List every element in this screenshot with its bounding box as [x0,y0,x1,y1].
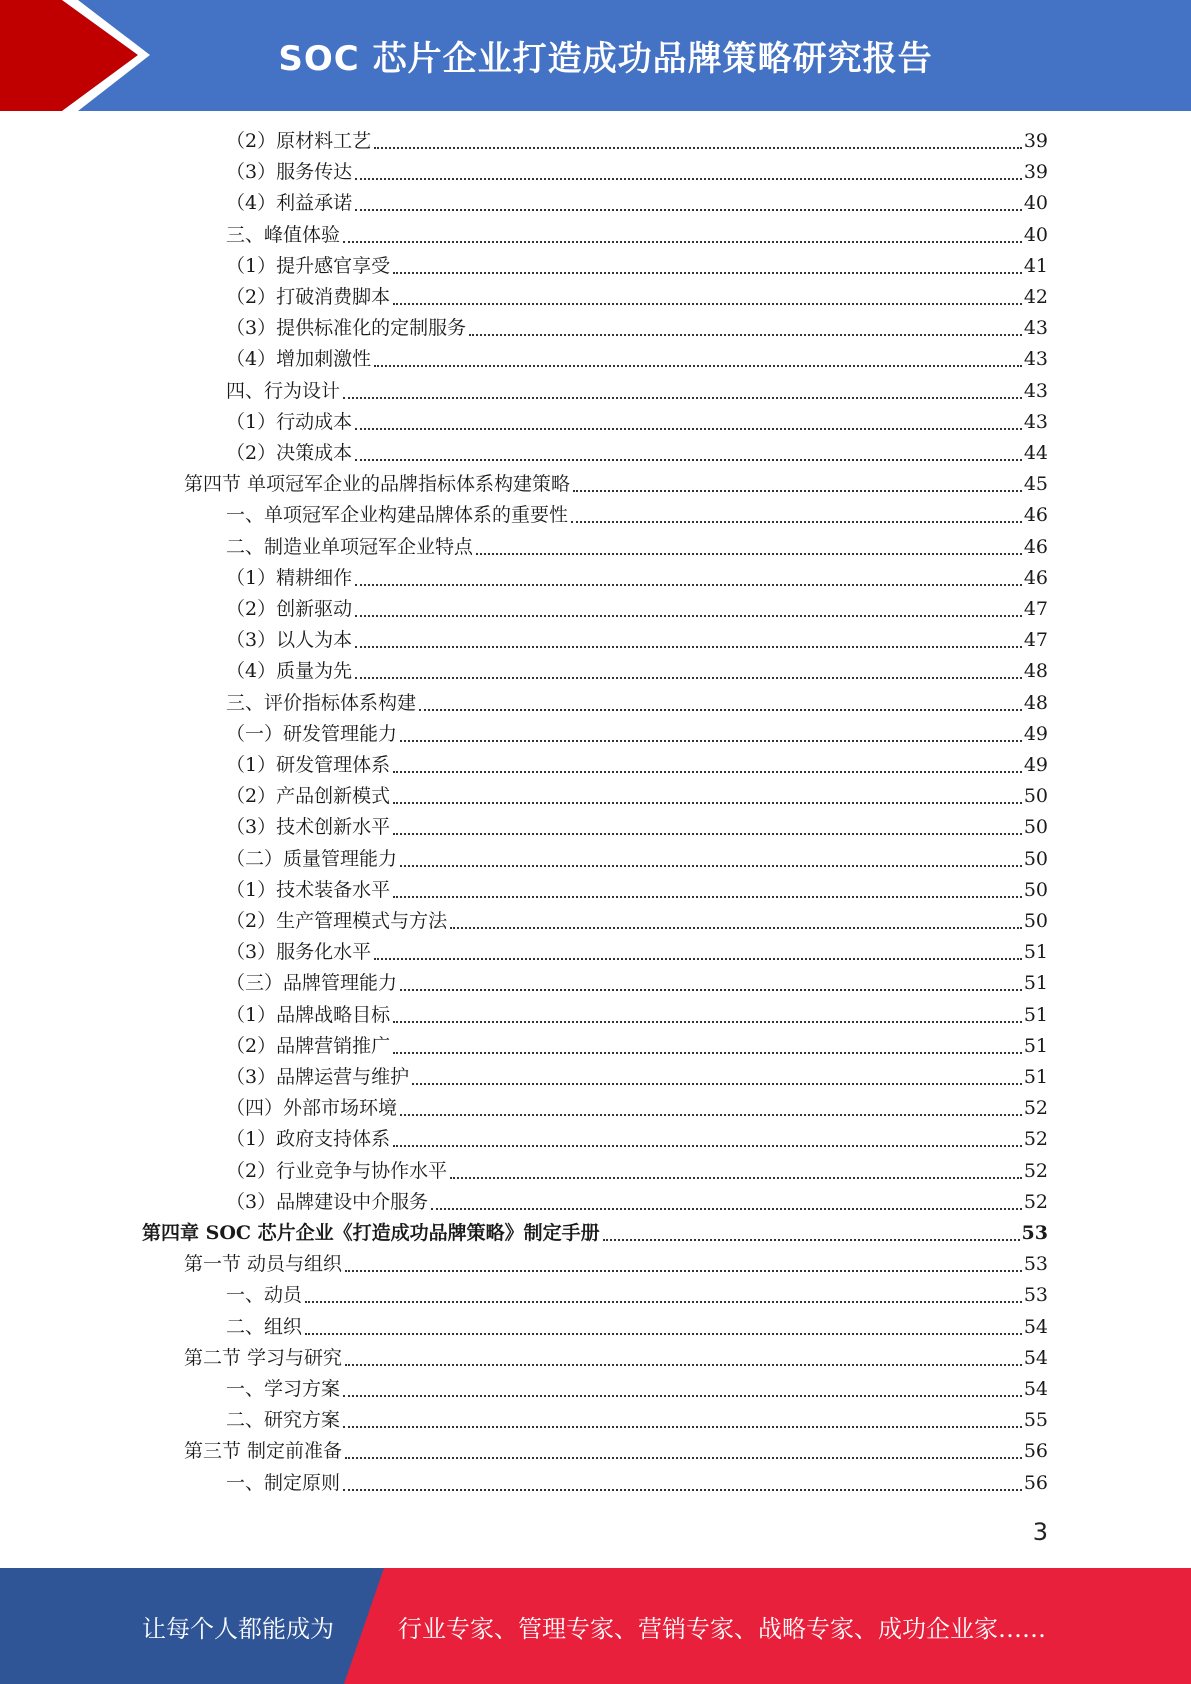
toc-entry-page: 52 [1023,1097,1048,1120]
toc-entry-page: 43 [1023,379,1048,402]
toc-entry[interactable] [226,782,1048,810]
toc-entry[interactable] [226,969,1048,997]
toc-entry[interactable] [184,1344,1048,1372]
toc-entry-label: （三）品牌管理能力 [226,972,398,995]
toc-dot-leader [400,740,1022,742]
toc-entry-page: 52 [1023,1190,1048,1213]
toc-dot-leader [400,989,1022,991]
toc-entry-page: 40 [1023,223,1048,246]
toc-dot-leader [476,553,1022,555]
toc-dot-leader [393,1052,1022,1054]
toc-entry[interactable] [226,1469,1048,1497]
document-title: SOC 芯片企业打造成功品牌策略研究报告 [278,39,933,79]
toc-entry-page: 43 [1023,410,1048,433]
toc-dot-leader [343,1395,1022,1397]
toc-entry[interactable] [226,689,1048,717]
toc-entry-page: 50 [1023,847,1048,870]
toc-dot-leader [345,1364,1022,1366]
toc-dot-leader [355,615,1022,617]
toc-entry-label: 一、动员 [226,1284,303,1307]
footer-slogan-right: 行业专家、管理专家、营销专家、战略专家、成功企业家…… [398,1614,1046,1643]
toc-entry[interactable] [226,845,1048,873]
toc-dot-leader [573,490,1022,492]
toc-entry-label: （3）提供标准化的定制服务 [226,317,467,340]
toc-entry-label: （2）打破消费脚本 [226,286,391,308]
toc-entry-page: 41 [1023,254,1048,277]
toc-entry-page: 48 [1023,660,1048,683]
toc-dot-leader [571,521,1022,523]
toc-entry-page: 46 [1023,504,1048,527]
toc-entry[interactable] [226,1032,1048,1060]
toc-dot-leader [305,1333,1022,1335]
toc-dot-leader [374,147,1022,149]
toc-entry-page: 39 [1023,161,1048,184]
toc-entry[interactable] [226,221,1048,249]
toc-dot-leader [419,709,1022,711]
toc-entry-page: 53 [1023,1253,1048,1276]
toc-dot-leader [345,1457,1022,1459]
toc-entry-label: （二）质量管理能力 [226,847,398,870]
toc-entry[interactable] [226,1063,1048,1091]
toc-dot-leader [374,365,1022,367]
toc-dot-leader [345,1270,1022,1272]
toc-dot-leader [393,771,1022,773]
toc-entry-page: 54 [1023,1346,1048,1369]
toc-dot-leader [343,1489,1022,1491]
toc-entry-page: 46 [1023,535,1048,558]
toc-entry-label: 一、学习方案 [226,1378,341,1400]
toc-entry-page: 50 [1023,785,1048,808]
toc-entry-page: 43 [1023,317,1048,340]
toc-dot-leader [393,833,1022,835]
toc-entry-label: 二、研究方案 [226,1409,341,1432]
toc-dot-leader [343,1426,1022,1428]
toc-entry[interactable] [226,283,1048,311]
toc-dot-leader [400,1114,1022,1116]
toc-dot-leader [343,241,1022,243]
toc-entry[interactable] [226,1094,1048,1122]
toc-entry[interactable] [226,127,1048,155]
toc-entry-label: 第二节 学习与研究 [184,1346,343,1369]
toc-entry[interactable] [226,439,1048,467]
toc-entry-label: 第四章 SOC 芯片企业《打造成功品牌策略》制定手册 [142,1222,600,1244]
toc-entry[interactable] [226,564,1048,592]
toc-entry-label: 一、制定原则 [226,1471,341,1494]
toc-entry-page: 51 [1023,1034,1048,1057]
toc-entry[interactable] [184,1250,1048,1278]
toc-entry-page: 39 [1023,130,1048,152]
toc-entry[interactable] [226,1188,1048,1216]
toc-entry-label: （3）以人为本 [226,629,353,652]
toc-entry-label: 第一节 动员与组织 [184,1253,343,1276]
toc-entry-page: 56 [1023,1471,1048,1494]
toc-entry-page: 43 [1023,348,1048,371]
page-number: 3 [1032,1518,1048,1546]
toc-entry-page: 49 [1023,754,1048,776]
toc-entry[interactable] [226,377,1048,405]
toc-entry-page: 53 [1023,1284,1048,1307]
page-footer [0,1568,1191,1684]
toc-entry-page: 45 [1023,473,1048,496]
toc-entry-label: （2）决策成本 [226,442,353,464]
toc-dot-leader [393,272,1022,274]
toc-dot-leader [305,1301,1022,1303]
toc-dot-leader [355,646,1022,648]
toc-entry-label: （3）品牌建设中介服务 [226,1190,429,1213]
toc-entry-page: 51 [1023,1003,1048,1026]
toc-entry-page: 52 [1023,1128,1048,1151]
toc-entry[interactable] [226,907,1048,935]
toc-entry[interactable] [142,1219,1048,1247]
toc-entry-label: （1）精耕细作 [226,566,353,589]
toc-entry-label: （一）研发管理能力 [226,722,398,745]
toc-entry-page: 42 [1023,286,1048,308]
toc-dot-leader [355,584,1022,586]
toc-entry-page: 56 [1023,1440,1048,1463]
toc-entry[interactable] [226,1001,1048,1029]
toc-entry-page: 46 [1023,566,1048,589]
toc-entry-label: （1）行动成本 [226,410,353,433]
toc-entry[interactable] [226,595,1048,623]
toc-entry[interactable] [226,876,1048,904]
toc-dot-leader [412,1083,1022,1085]
toc-entry[interactable] [226,189,1048,217]
toc-dot-leader [355,428,1022,430]
toc-entry-label: （1）研发管理体系 [226,754,391,776]
toc-entry[interactable] [226,626,1048,654]
toc-entry-page: 54 [1023,1315,1048,1338]
toc-entry-label: （3）品牌运营与维护 [226,1066,410,1088]
toc-entry[interactable] [226,158,1048,186]
toc-entry-label: （1）政府支持体系 [226,1128,391,1151]
footer-slogan-left: 让每个人都能成为 [142,1614,334,1643]
toc-entry-label: （四）外部市场环境 [226,1097,398,1120]
toc-entry[interactable] [226,1375,1048,1403]
toc-entry-label: 第四节 单项冠军企业的品牌指标体系构建策略 [184,473,571,496]
toc-entry-label: （3）技术创新水平 [226,816,391,839]
toc-entry-page: 51 [1023,972,1048,995]
toc-entry-page: 55 [1023,1409,1048,1432]
toc-entry-label: （2）原材料工艺 [226,130,372,152]
toc-entry-page: 48 [1023,691,1048,714]
toc-entry-label: 一、单项冠军企业构建品牌体系的重要性 [226,504,569,527]
toc-entry-page: 44 [1023,442,1048,464]
toc-entry-page: 50 [1023,910,1048,932]
toc-entry-label: 三、评价指标体系构建 [226,691,417,714]
toc-entry-label: （4）质量为先 [226,660,353,683]
toc-dot-leader [393,802,1022,804]
toc-entry-page: 49 [1023,722,1048,745]
toc-dot-leader [355,209,1022,211]
toc-dot-leader [355,459,1022,461]
toc-entry-label: （1）技术装备水平 [226,878,391,901]
toc-entry-label: （4）增加刺激性 [226,348,372,371]
toc-entry-page: 40 [1023,192,1048,215]
toc-entry-label: （2）产品创新模式 [226,785,391,808]
toc-dot-leader [393,896,1022,898]
toc-entry[interactable] [226,533,1048,561]
toc-entry[interactable] [184,1437,1048,1465]
toc-dot-leader [603,1239,1020,1241]
toc-entry[interactable] [226,751,1048,779]
toc-entry-page: 47 [1023,629,1048,652]
toc-entry-page: 52 [1023,1159,1048,1182]
toc-dot-leader [393,1145,1022,1147]
toc-entry-label: （1）提升感官享受 [226,254,391,277]
toc-dot-leader [431,1208,1022,1210]
toc-entry-label: （2）生产管理模式与方法 [226,910,448,932]
toc-entry-page: 47 [1023,598,1048,620]
toc-dot-leader [355,178,1022,180]
toc-dot-leader [343,397,1022,399]
toc-entry-label: （3）服务化水平 [226,941,372,964]
toc-entry-label: （1）品牌战略目标 [226,1003,391,1026]
toc-entry-label: 二、制造业单项冠军企业特点 [226,535,474,558]
toc-entry-page: 53 [1021,1222,1048,1244]
toc-entry-label: （2）行业竞争与协作水平 [226,1159,448,1182]
toc-dot-leader [355,677,1022,679]
toc-entry[interactable] [226,1157,1048,1185]
toc-entry-label: 第三节 制定前准备 [184,1440,343,1463]
toc-entry-page: 50 [1023,816,1048,839]
toc-entry-label: 三、峰值体验 [226,223,341,246]
toc-entry[interactable] [226,1406,1048,1434]
toc-entry[interactable] [226,345,1048,373]
toc-entry[interactable] [226,813,1048,841]
toc-entry-label: （3）服务传达 [226,161,353,184]
toc-entry[interactable] [226,938,1048,966]
toc-entry[interactable] [226,501,1048,529]
toc-entry-page: 51 [1023,1066,1048,1088]
toc-entry-label: 四、行为设计 [226,379,341,402]
toc-dot-leader [450,927,1022,929]
toc-entry-label: 二、组织 [226,1315,303,1338]
toc-entry[interactable] [226,314,1048,342]
toc-entry[interactable] [226,657,1048,685]
toc-entry[interactable] [226,720,1048,748]
toc-dot-leader [393,303,1022,305]
toc-entry-label: （2）品牌营销推广 [226,1034,391,1057]
toc-entry-label: （2）创新驱动 [226,598,353,620]
toc-entry-page: 51 [1023,941,1048,964]
toc-entry-page: 50 [1023,878,1048,901]
toc-entry[interactable] [226,1313,1048,1341]
toc-entry[interactable] [226,408,1048,436]
toc-dot-leader [374,958,1022,960]
toc-entry[interactable] [226,1281,1048,1309]
toc-entry[interactable] [226,1125,1048,1153]
toc-entry-page: 54 [1023,1378,1048,1400]
toc-dot-leader [450,1177,1022,1179]
toc-entry[interactable] [226,252,1048,280]
page-header [0,0,1191,111]
toc-entry[interactable] [184,470,1048,498]
toc-dot-leader [469,334,1022,336]
toc-dot-leader [393,1021,1022,1023]
toc-dot-leader [400,865,1022,867]
toc-entry-label: （4）利益承诺 [226,192,353,215]
